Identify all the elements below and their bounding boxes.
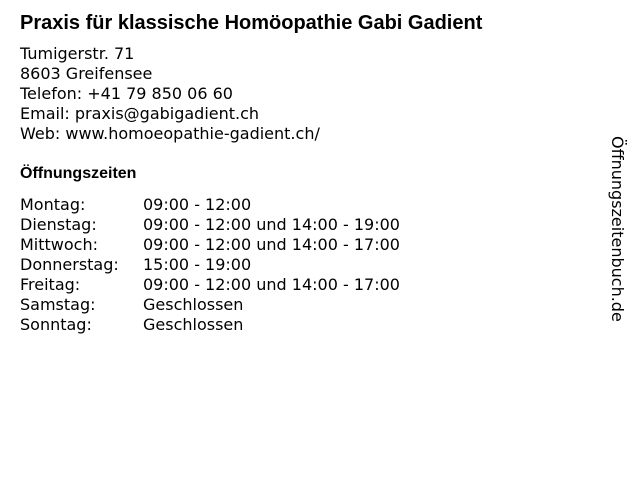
day-hours: Geschlossen bbox=[143, 295, 244, 314]
day-hours: 09:00 - 12:00 und 14:00 - 19:00 bbox=[143, 215, 400, 234]
day-hours: 09:00 - 12:00 bbox=[143, 195, 252, 214]
opening-hours-heading: Öffnungszeiten bbox=[20, 165, 137, 182]
opening-hours-table bbox=[20, 195, 400, 335]
address-block bbox=[20, 44, 320, 144]
day-label: Samstag: bbox=[20, 295, 96, 314]
hours-row-wednesday bbox=[20, 235, 400, 255]
source-site-link[interactable]: Öffnungszeitenbuch.de bbox=[608, 136, 627, 322]
hours-row-tuesday bbox=[20, 215, 400, 235]
street-address: Tumigerstr. 71 bbox=[20, 44, 135, 63]
day-label: Mittwoch: bbox=[20, 235, 98, 254]
day-label: Donnerstag: bbox=[20, 255, 119, 274]
day-hours: 15:00 - 19:00 bbox=[143, 255, 252, 274]
hours-row-thursday bbox=[20, 255, 400, 275]
hours-row-saturday bbox=[20, 295, 400, 315]
day-hours: Geschlossen bbox=[143, 315, 244, 334]
phone-number: Telefon: +41 79 850 06 60 bbox=[20, 84, 233, 103]
day-label: Freitag: bbox=[20, 275, 81, 294]
day-hours: 09:00 - 12:00 und 14:00 - 17:00 bbox=[143, 235, 400, 254]
hours-row-monday bbox=[20, 195, 400, 215]
page-title: Praxis für klassische Homöopathie Gabi Gadient bbox=[20, 12, 483, 34]
city-address: 8603 Greifensee bbox=[20, 64, 153, 83]
day-label: Sonntag: bbox=[20, 315, 92, 334]
hours-row-sunday bbox=[20, 315, 400, 335]
website-address: Web: www.homoeopathie-gadient.ch/ bbox=[20, 124, 320, 143]
day-hours: 09:00 - 12:00 und 14:00 - 17:00 bbox=[143, 275, 400, 294]
day-label: Dienstag: bbox=[20, 215, 97, 234]
email-address: Email: praxis@gabigadient.ch bbox=[20, 104, 260, 123]
day-label: Montag: bbox=[20, 195, 86, 214]
hours-row-friday bbox=[20, 275, 400, 295]
